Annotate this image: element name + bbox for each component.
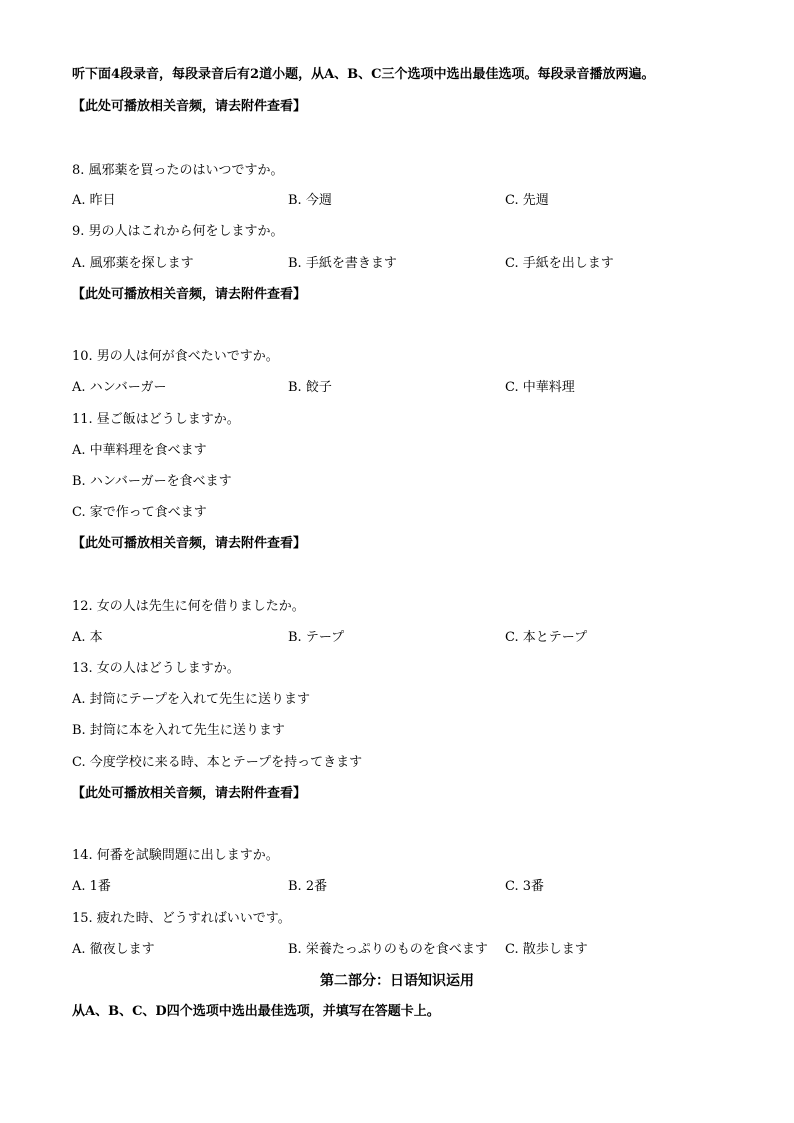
instruction-listening: 听下面4段录音，每段录音后有2道小题，从A、B、C三个选项中选出最佳选项。每段录音播放两遍。 (72, 67, 655, 82)
q11-option-c: C. 家で作って食べます (72, 505, 207, 520)
q9-option-b: B. 手紙を書きます (288, 256, 397, 271)
question-11: 11. 昼ご飯はどうしますか。 (72, 412, 240, 427)
q9-option-a: A. 風邪薬を探します (72, 256, 194, 271)
audio-note-3: 【此处可播放相关音频，请去附件查看】 (72, 536, 307, 551)
q14-option-a: A. 1番 (72, 879, 111, 894)
audio-note-2: 【此处可播放相关音频，请去附件查看】 (72, 287, 307, 302)
question-9: 9. 男の人はこれから何をしますか。 (72, 224, 284, 239)
q10-option-a: A. ハンバーガー (72, 380, 167, 395)
question-14: 14. 何番を試験問題に出しますか。 (72, 848, 279, 863)
q11-option-b: B. ハンバーガーを食べます (72, 474, 232, 489)
q15-option-a: A. 徹夜します (72, 942, 155, 957)
q8-option-b: B. 今週 (288, 193, 332, 208)
q15-option-c: C. 散歩します (505, 942, 588, 957)
q15-option-b: B. 栄養たっぷりのものを食べます (288, 942, 488, 957)
question-15: 15. 疲れた時、どうすればいいです。 (72, 911, 291, 926)
q13-option-a: A. 封筒にテープを入れて先生に送ります (72, 692, 311, 707)
question-12: 12. 女の人は先生に何を借りましたか。 (72, 599, 305, 614)
q10-option-c: C. 中華料理 (505, 380, 575, 395)
section2-title: 第二部分：日语知识运用 (320, 973, 474, 989)
section2-instruction: 从A、B、C、D四个选项中选出最佳选项，并填写在答题卡上。 (72, 1004, 440, 1019)
question-13: 13. 女の人はどうしますか。 (72, 661, 240, 676)
audio-note-1: 【此处可播放相关音频，请去附件查看】 (72, 99, 307, 114)
q8-option-c: C. 先週 (505, 193, 549, 208)
question-10: 10. 男の人は何が食べたいですか。 (72, 349, 279, 364)
audio-note-4: 【此处可播放相关音频，请去附件查看】 (72, 786, 307, 801)
q14-option-b: B. 2番 (288, 879, 328, 894)
q10-option-b: B. 餃子 (288, 380, 332, 395)
q13-option-b: B. 封筒に本を入れて先生に送ります (72, 723, 285, 738)
q12-option-b: B. テープ (288, 630, 345, 645)
q14-option-c: C. 3番 (505, 879, 545, 894)
q11-option-a: A. 中華料理を食べます (72, 443, 207, 458)
q13-option-c: C. 今度学校に来る時、本とテープを持ってきます (72, 755, 363, 770)
q9-option-c: C. 手紙を出します (505, 256, 614, 271)
q12-option-c: C. 本とテープ (505, 630, 588, 645)
q12-option-a: A. 本 (72, 630, 103, 645)
q8-option-a: A. 昨日 (72, 193, 116, 208)
question-8: 8. 風邪薬を買ったのはいつですか。 (72, 163, 284, 178)
